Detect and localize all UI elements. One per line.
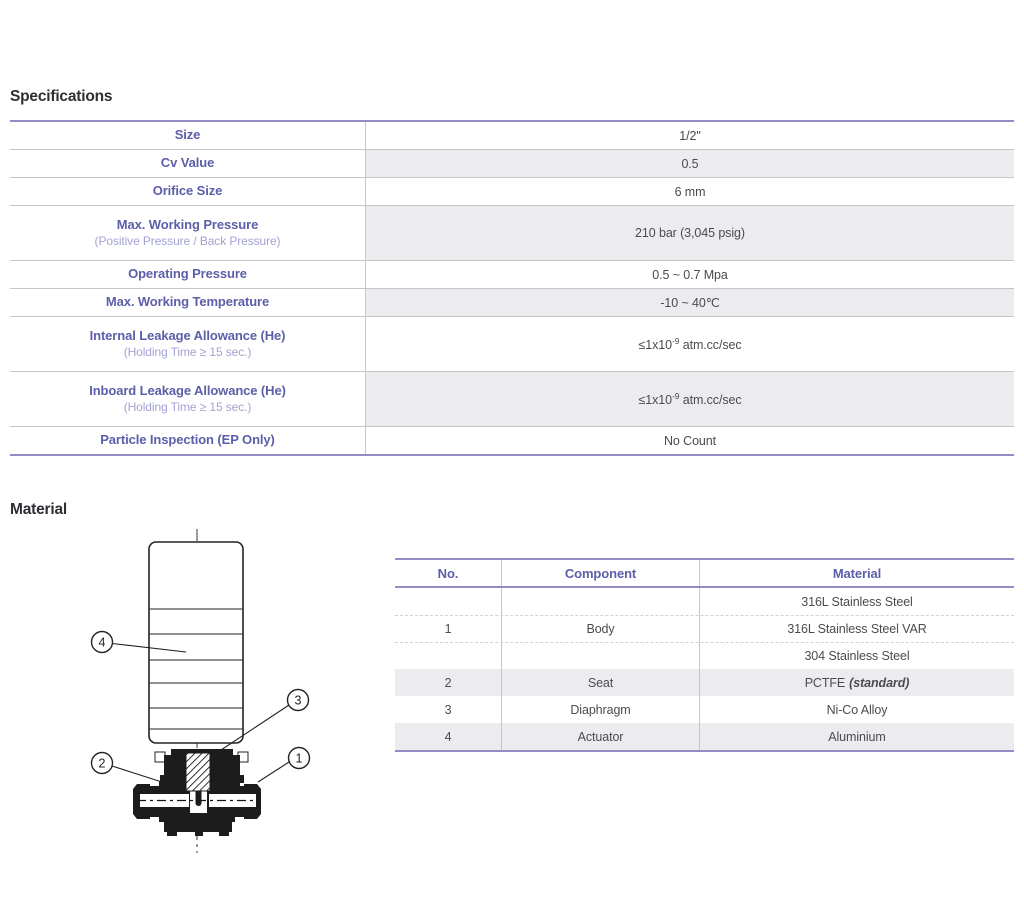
material-component: Body [501,588,699,669]
spec-row-orifice-size [10,177,1014,205]
specifications-table [10,120,1014,456]
spec-row-cv-value [10,149,1014,177]
spec-sublabel: (Holding Time ≥ 15 sec.) [123,344,252,359]
material-value: Ni-Co Alloy [699,696,1014,723]
material-no: 2 [444,675,452,690]
spec-value: -10 ~ 40℃ [660,296,720,310]
material-value: PCTFE (standard) [699,669,1014,696]
spec-value: $\le 1x10^{-9}$ atm.cc/sec [638,335,742,353]
spec-value: 210 bar (3,045 psig) [635,226,745,240]
material-component: Diaphragm [501,696,699,723]
callout-4-label: 4 [98,635,106,650]
material-value: 316L Stainless Steel [801,594,913,609]
material-header-component: Component [501,560,699,586]
spec-label: Operating Pressure [128,266,247,282]
spec-value: 6 mm [674,184,706,199]
spec-value: $\le 1x10^{-9}$ atm.cc/sec [638,390,742,408]
spec-sublabel: (Positive Pressure / Back Pressure) [94,233,281,248]
spec-label: Max. Working Pressure [116,217,259,233]
spec-row-size [10,122,1014,149]
spec-row-internal-leakage [10,316,1014,371]
material-row-body [395,588,1014,669]
spec-label: Internal Leakage Allowance (He) [89,328,286,344]
body-bottom-notch-icon [195,832,203,836]
spec-value: 0.5 [681,156,699,171]
material-value: Aluminium [699,723,1014,750]
material-component: Actuator [501,723,699,750]
material-values [699,588,1014,669]
spec-label: Max. Working Temperature [105,294,270,310]
spec-label: Size [174,127,201,143]
material-header-no: No. [437,565,459,581]
spec-sublabel: (Holding Time ≥ 15 sec.) [123,399,252,414]
material-no: 4 [444,729,452,744]
material-value: 304 Stainless Steel [804,648,910,663]
spec-row-particle-inspection [10,426,1014,454]
material-header-material: Material [699,560,1014,586]
hatched-stem-icon [186,753,210,791]
specifications-title: Specifications [10,88,113,105]
callout-2-label: 2 [98,756,106,771]
spec-row-max-working-pressure [10,205,1014,260]
spec-label: Particle Inspection (EP Only) [100,432,275,448]
spec-label: Inboard Leakage Allowance (He) [89,383,286,399]
material-row-seat [395,669,1014,696]
callout-1-label: 1 [295,751,303,766]
spec-row-max-working-temperature [10,288,1014,316]
material-row-actuator [395,723,1014,750]
spec-row-inboard-leakage [10,371,1014,426]
spec-label: Orifice Size [152,183,223,199]
spec-row-operating-pressure [10,260,1014,288]
callout-3-label: 3 [294,693,302,708]
actuator-cylinder-icon [149,542,243,743]
material-no: 1 [444,621,452,636]
spec-value-exponent: -9 [672,390,680,401]
material-no: 3 [444,702,452,717]
material-component: Seat [501,669,699,696]
material-header-row [395,560,1014,588]
spec-value: 1/2" [679,128,701,143]
material-value: 316L Stainless Steel VAR [787,621,927,636]
spec-label: Cv Value [160,155,215,171]
spec-value: No Count [663,433,716,448]
material-table [395,558,1014,752]
material-standard-note: (standard) [849,675,910,690]
spec-value-exponent: -9 [672,335,680,346]
bonnet-ear-left-icon [155,752,165,762]
material-row-diaphragm [395,696,1014,723]
spec-value: 0.5 ~ 0.7 Mpa [652,267,728,282]
valve-diagram [85,523,315,858]
material-title: Material [10,501,67,518]
